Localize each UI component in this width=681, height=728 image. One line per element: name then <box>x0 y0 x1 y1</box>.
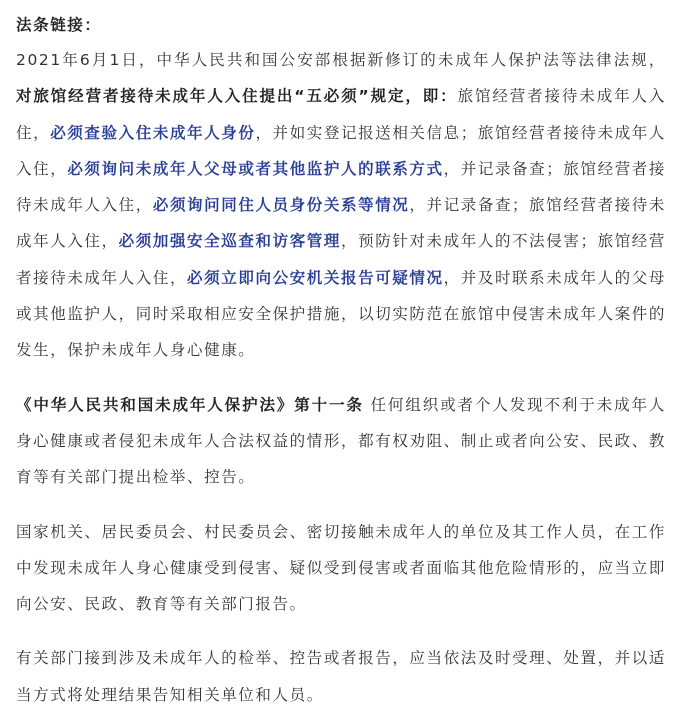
paragraph-article-11 <box>16 387 666 496</box>
must-item-2: 必须询问未成年人父母或者其他监护人的联系方式 <box>67 159 444 178</box>
must-item-3: 必须询问同住人员身份关系等情况 <box>152 196 410 215</box>
text-segment: ，并及时联系未成年人的父母或其他监护人，同时采取相应安全保护措施，以切实防范在旅馆中侵害未成年人案件的发生，保护未成年人身心健康。 <box>16 268 666 360</box>
section-heading: 法条链接： <box>16 16 102 34</box>
must-item-5: 必须立即向公安机关报告可疑情况 <box>187 268 444 287</box>
text-segment: ，并如实登记报送相关信息；旅馆经营者接待未成年人入住， <box>16 123 667 178</box>
paragraph-handling: 有关部门接到涉及未成年人的检举、控告或者报告，应当依法及时受理、处置，并以适当方式将处理结果告知相关单位和人员。 <box>16 649 666 704</box>
text-segment: ，并记录备查；旅馆经营者接待未成年人入住， <box>16 196 666 251</box>
bold-phrase: 对旅馆经营者接待未成年人入住提出“五必须”规定，即： <box>16 87 458 106</box>
text-segment: ，并记录备查；旅馆经营者接待未成年人入住， <box>16 159 666 215</box>
must-item-4: 必须加强安全巡查和访客管理 <box>118 232 342 251</box>
law-citation: 《中华人民共和国未成年人保护法》第十一条 <box>16 395 364 414</box>
text-segment: 2021年6月1日，中华人民共和国公安部根据新修订的未成年人保护法等法律法规， <box>16 51 666 69</box>
text-segment: 任何组织或者个人发现不利于未成年人身心健康或者侵犯未成年人合法权益的情形，都有权劝阻、制止或者向公安、民政、教育等有关部门提出检举、控告。 <box>16 395 666 487</box>
must-item-1: 必须查验入住未成年人身份 <box>50 123 256 142</box>
text-segment: 旅馆经营者接待未成年人入住， <box>16 87 666 142</box>
paragraph-five-musts <box>16 42 666 369</box>
text-segment: ，预防针对未成年人的不法侵害；旅馆经营者接待未成年人入住， <box>16 232 667 287</box>
paragraph-reporting-duty: 国家机关、居民委员会、村民委员会、密切接触未成年人的单位及其工作人员，在工作中发现未成年人身心健康受到侵害、疑似受到侵害或者面临其他危险情形的，应当立即向公安、民政、教育等有关部门报告。 <box>16 522 666 614</box>
